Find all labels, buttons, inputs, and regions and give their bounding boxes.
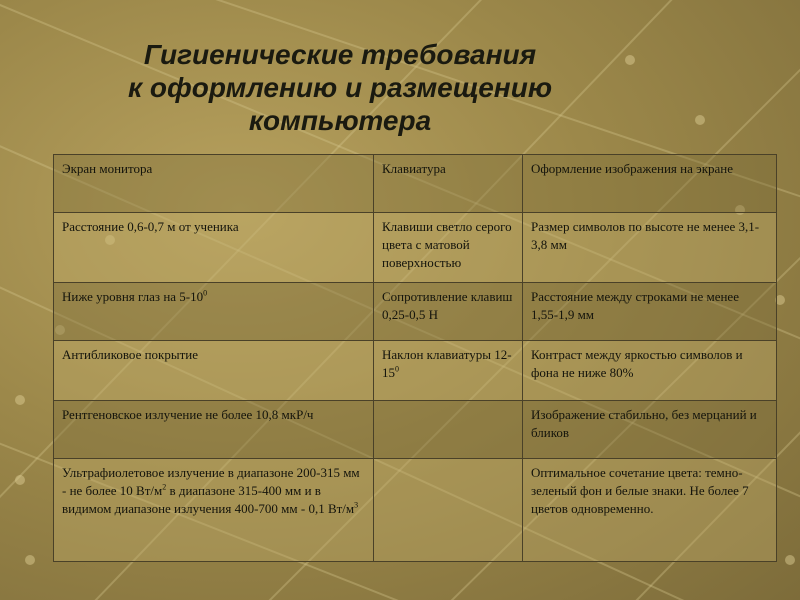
cell-keyboard (374, 459, 523, 562)
title-line-3: компьютера (248, 105, 432, 136)
cell-monitor-text-b: в диапазоне 315-400 мм и в видимом диапазоне излучения 400-700 мм - 0,1 Вт/м (62, 483, 355, 516)
cube-sup: 3 (354, 500, 359, 510)
cell-image: Оптимальное сочетание цвета: темно-зеленый фон и белые знаки. Не более 7 цветов одновременно. (523, 459, 777, 562)
cell-keyboard-text: Наклон клавиатуры 12-15 (382, 347, 512, 380)
table-row (54, 341, 777, 401)
cell-monitor (54, 459, 374, 562)
cell-keyboard: Сопротивление клавиш 0,25-0,5 Н (374, 283, 523, 341)
cell-keyboard (374, 341, 523, 401)
header-monitor: Экран монитора (54, 155, 374, 213)
requirements-table (53, 154, 777, 562)
header-keyboard: Клавиатура (374, 155, 523, 213)
cell-monitor: Расстояние 0,6-0,7 м от ученика (54, 213, 374, 283)
cell-image: Расстояние между строками не менее 1,55-1,9 мм (523, 283, 777, 341)
table-row (54, 283, 777, 341)
table-row (54, 213, 777, 283)
header-image: Оформление изображения на экране (523, 155, 777, 213)
degree-sup: 0 (395, 364, 399, 374)
table-row (54, 401, 777, 459)
title-line-2: к оформлению и размещению (127, 72, 553, 103)
page-title (80, 38, 600, 137)
cell-image: Изображение стабильно, без мерцаний и бликов (523, 401, 777, 459)
cell-keyboard (374, 401, 523, 459)
cell-image: Контраст между яркостью символов и фона не ниже 80% (523, 341, 777, 401)
cell-monitor (54, 283, 374, 341)
square-sup: 2 (162, 482, 167, 492)
cell-image: Размер символов по высоте не менее 3,1-3,8 мм (523, 213, 777, 283)
degree-sup: 0 (203, 288, 208, 298)
table-header-row (54, 155, 777, 213)
cell-monitor-text-a: Ультрафиолетовое излучение в диапазоне 200-315 мм - не более 10 Вт/м (62, 465, 360, 498)
cell-monitor: Антибликовое покрытие (54, 341, 374, 401)
cell-monitor-text: Ниже уровня глаз на 5-10 (62, 289, 204, 304)
table-row (54, 459, 777, 562)
cell-keyboard: Клавиши светло серого цвета с матовой поверхностью (374, 213, 523, 283)
title-line-1: Гигиенические требования (143, 39, 537, 70)
cell-monitor: Рентгеновское излучение не более 10,8 мкР/ч (54, 401, 374, 459)
